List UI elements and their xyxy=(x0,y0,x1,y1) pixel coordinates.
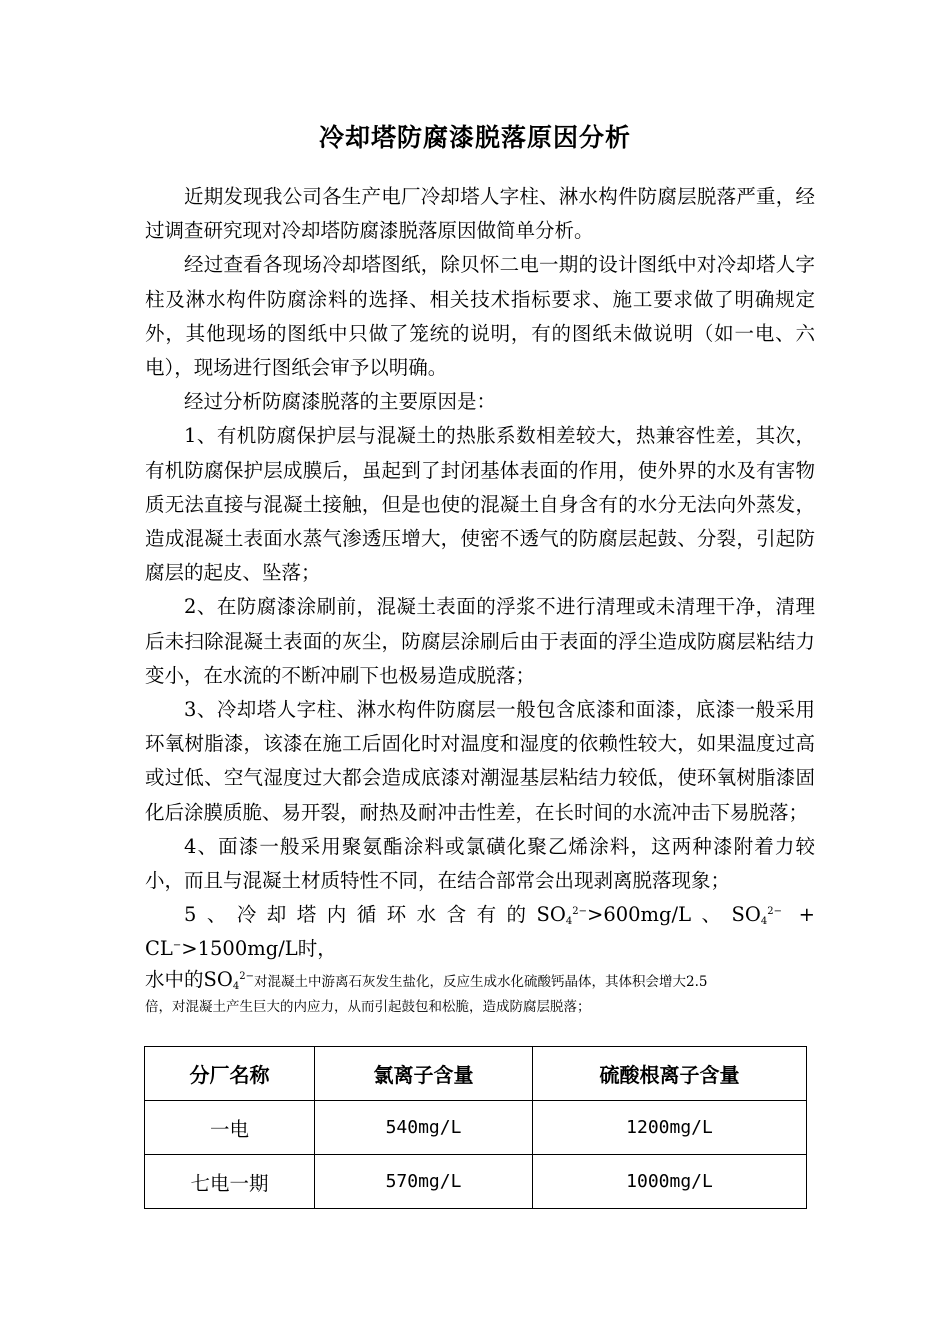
table-row xyxy=(145,1155,807,1209)
paragraph-cause-1: 1、有机防腐保护层与混凝土的热胀系数相差较大，热兼容性差，其次，有机防腐保护层成膜后，虽起到了封闭基体表面的作用，使外界的水及有害物质无法直接与混凝土接触，但是也使的混凝土自身含有的水分无法向外蒸发，造成混凝土表面水蒸气渗透压增大，使密不透气的防腐层起鼓、分裂，引起防腐层的起皮、坠落； xyxy=(145,424,815,585)
table-cell: 一电 xyxy=(145,1101,315,1155)
paragraph-cause-5-line-2: 水中的$SO_4^{2-}$对混凝土中游离石灰发生盐化，反应生成水化硫酸钙晶体，其体积会增大2.5 xyxy=(145,967,708,992)
table-header-cell: 氯离子含量 xyxy=(315,1047,533,1101)
table-cell: 七电一期 xyxy=(145,1155,315,1209)
ion-content-table xyxy=(144,1046,807,1209)
paragraph-drawings: 经过查看各现场冷却塔图纸，除贝怀二电一期的设计图纸中对冷却塔人字柱及淋水构件防腐涂料的选择、相关技术指标要求、施工要求做了明确规定外，其他现场的图纸中只做了笼统的说明，有的图纸未做说明（如一电、六电），现场进行图纸会审予以明确。 xyxy=(145,253,815,380)
paragraph-intro: 近期发现我公司各生产电厂冷却塔人字柱、淋水构件防腐层脱落严重，经过调查研究现对冷却塔防腐漆脱落原因做简单分析。 xyxy=(145,185,815,243)
table-cell: 570mg/L xyxy=(315,1155,533,1209)
table-cell: 1200mg/L xyxy=(533,1101,807,1155)
table-header-row xyxy=(145,1047,807,1101)
paragraph-cause-4: 4、面漆一般采用聚氨酯涂料或氯磺化聚乙烯涂料，这两种漆附着力较小，而且与混凝土材质特性不同，在结合部常会出现剥离脱落现象； xyxy=(145,834,815,893)
table-row xyxy=(145,1101,807,1155)
paragraph-cause-5-line-3: 倍，对混凝土产生巨大的内应力，从而引起鼓包和松脆，造成防腐层脱落； xyxy=(145,998,591,1015)
paragraph-cause-5: 5、冷却塔内循环水含有的$SO_4^{2-}>600mg/L$、$SO_4^{2-} + CL^->1500mg/L$时， xyxy=(145,903,815,961)
table-cell: 540mg/L xyxy=(315,1101,533,1155)
table-header-cell: 硫酸根离子含量 xyxy=(533,1047,807,1101)
table-cell: 1000mg/L xyxy=(533,1155,807,1209)
document-body xyxy=(145,180,815,1020)
document-title: 冷却塔防腐漆脱落原因分析 xyxy=(318,123,631,152)
paragraph-cause-3: 3、冷却塔人字柱、淋水构件防腐层一般包含底漆和面漆，底漆一般采用环氧树脂漆，该漆在施工后固化时对温度和湿度的依赖性较大，如果温度过高或过低、空气湿度过大都会造成底漆对潮湿基层粘结力较低，使环氧树脂漆固化后涂膜质脆、易开裂，耐热及耐冲击性差，在长时间的水流冲击下易脱落； xyxy=(145,698,815,824)
table-header-cell: 分厂名称 xyxy=(145,1047,315,1101)
paragraph-main-causes: 经过分析防腐漆脱落的主要原因是： xyxy=(184,390,497,414)
paragraph-cause-2: 2、在防腐漆涂刷前，混凝土表面的浮浆不进行清理或未清理干净，清理后未扫除混凝土表面的灰尘，防腐层涂刷后由于表面的浮尘造成防腐层粘结力变小，在水流的不断冲刷下也极易造成脱落； xyxy=(145,595,815,687)
